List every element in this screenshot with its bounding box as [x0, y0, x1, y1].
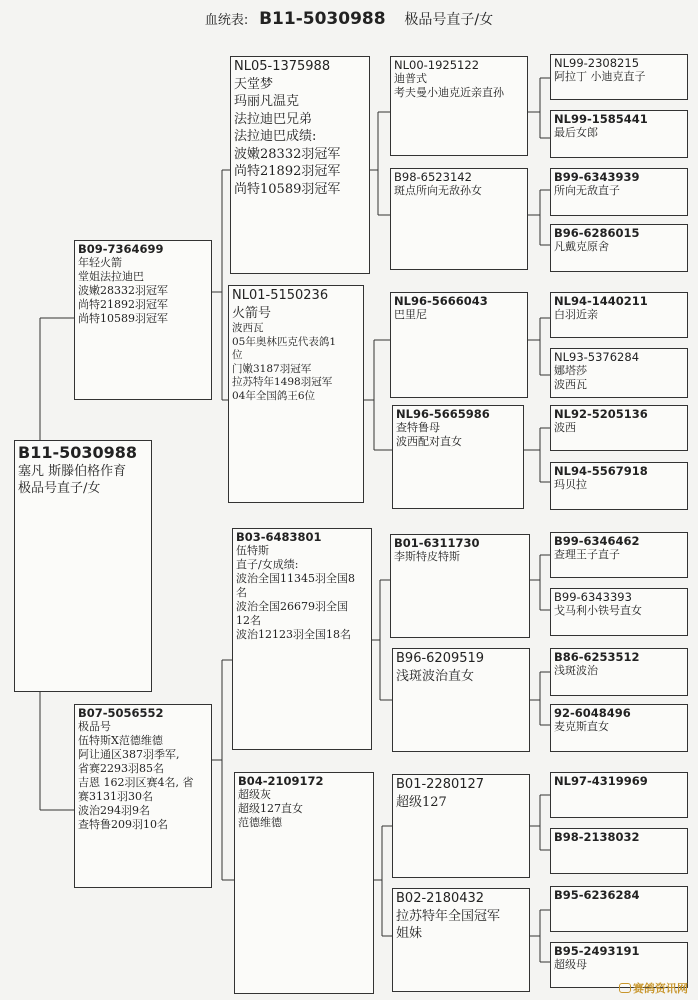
subject-ring-number: B11-5030988 [18, 443, 138, 462]
sds-line: 巴里尼 [394, 308, 427, 321]
dam-line: 波治294羽9名 [78, 804, 150, 817]
gen4-line: 玛贝拉 [554, 478, 587, 491]
dam-sire-card [232, 528, 372, 750]
site-watermark [619, 980, 688, 996]
sdd-line: 查特鲁母 [396, 421, 440, 434]
sire-line: 尚特10589羽冠军 [78, 312, 168, 325]
sire-card [74, 240, 212, 400]
sss-ring-number: NL00-1925122 [394, 58, 480, 72]
gen4-ring-number: NL94-1440211 [554, 294, 648, 308]
sire-sire-line: 波嫩28332羽冠军 [234, 146, 341, 162]
sire-dam-line: 波西瓦 [232, 322, 264, 334]
dds-card [392, 774, 530, 878]
dam-line: 省赛2293羽85名 [78, 762, 164, 775]
gen4-card [550, 168, 688, 216]
gen4-card [550, 348, 688, 398]
subject-breeder: 塞凡 斯滕伯格作育 [18, 464, 127, 479]
logo-icon [619, 983, 631, 993]
gen4-card [550, 828, 688, 874]
dam-line: 极品号 [78, 720, 111, 733]
sdd-line: 波西配对直女 [396, 435, 462, 448]
sire-dam-line: 门嫩3187羽冠军 [232, 362, 312, 375]
dss-line: 李斯特皮特斯 [394, 550, 460, 563]
gen4-line: 白羽近亲 [554, 308, 598, 321]
dam-dam-card [234, 772, 374, 994]
dam-dam-line: 超级127直女 [238, 802, 303, 815]
dam-sire-line: 名 [236, 586, 247, 599]
gen4-card [550, 704, 688, 752]
ddd-line: 姐妹 [396, 926, 423, 941]
gen4-ring-number: B95-6236284 [554, 888, 640, 902]
dam-line: 伍特斯X范德维德 [78, 734, 163, 747]
gen4-ring-number: B96-6286015 [554, 226, 640, 240]
sire-line: 尚特21892羽冠军 [78, 298, 168, 311]
gen4-card [550, 772, 688, 818]
dam-ring-number: B07-5056552 [78, 706, 164, 720]
subject-grade: 极品号直子/女 [18, 481, 101, 496]
title-grade: 极品号直子/女 [404, 12, 494, 28]
gen4-ring-number: NL99-2308215 [554, 56, 640, 70]
sire-dam-ring-number: NL01-5150236 [232, 288, 329, 303]
sds-ring-number: NL96-5666043 [394, 294, 488, 308]
sds-card [390, 292, 528, 398]
ssd-ring-number: B98-6523142 [394, 170, 472, 184]
sire-sire-line: 法拉迪巴成绩: [234, 129, 317, 144]
gen4-ring-number: NL94-5567918 [554, 464, 648, 478]
dss-ring-number: B01-6311730 [394, 536, 480, 550]
dam-sire-line: 伍特斯 [236, 544, 269, 557]
sire-dam-line: 位 [232, 349, 243, 361]
ddd-card [392, 888, 530, 992]
sire-sire-line: 天堂梦 [234, 76, 274, 92]
dam-line: 阿让通区387羽季军, [78, 748, 180, 761]
sire-sire-line: 法拉迪巴兄弟 [234, 111, 313, 127]
title-ring-number: B11-5030988 [259, 9, 386, 29]
gen4-ring-number: B99-6346462 [554, 534, 640, 548]
sire-sire-line: 尚特10589羽冠军 [234, 181, 341, 197]
gen4-ring-number: B95-2493191 [554, 944, 640, 958]
gen4-ring-number: B86-6253512 [554, 650, 640, 664]
sire-ring-number: B09-7364699 [78, 242, 164, 256]
gen4-line: 阿拉丁 小迪克直子 [554, 70, 646, 83]
dss-card [390, 534, 530, 638]
ssd-card [390, 168, 528, 270]
dam-sire-line: 波治全国11345羽全国8 [236, 572, 355, 585]
gen4-ring-number: B98-2138032 [554, 830, 640, 844]
gen4-card [550, 588, 688, 636]
gen4-line: 麦克斯直女 [554, 720, 609, 733]
gen4-line: 最后女郎 [554, 126, 598, 139]
gen4-line: 波西 [554, 421, 576, 434]
gen4-card [550, 54, 688, 100]
dds-ring-number: B01-2280127 [396, 777, 485, 792]
sss-line: 考夫曼小迪克近亲直孙 [394, 86, 504, 99]
gen4-ring-number: B99-6343939 [554, 170, 640, 184]
gen4-line: 浅斑波治 [554, 664, 598, 677]
gen4-card [550, 462, 688, 510]
sire-dam-line: 火箭号 [232, 305, 272, 321]
sire-line: 年轻火箭 [78, 256, 122, 269]
dam-line: 赛3131羽30名 [78, 790, 153, 803]
dam-sire-line: 直子/女成绩: [236, 558, 299, 571]
gen4-line: 波西瓦 [554, 378, 587, 391]
title-label: 血统表: [204, 13, 249, 28]
gen4-line: 娜塔莎 [554, 364, 587, 377]
dsd-ring-number: B96-6209519 [396, 651, 485, 666]
dam-sire-ring-number: B03-6483801 [236, 530, 322, 544]
sdd-card [392, 405, 524, 509]
sire-dam-line: 05年奥林匹克代表鸽1 [232, 335, 337, 348]
ddd-ring-number: B02-2180432 [396, 891, 485, 906]
gen4-card [550, 224, 688, 272]
dam-line: 查特鲁209羽10名 [78, 818, 168, 831]
gen4-card [550, 886, 688, 932]
sire-line: 堂姐法拉迪巴 [78, 270, 144, 283]
gen4-card [550, 648, 688, 696]
dsd-card [392, 648, 530, 752]
sire-dam-line: 04年全国鸽王6位 [232, 389, 316, 402]
ssd-line: 斑点所向无敌孙女 [394, 184, 482, 197]
sss-line: 迪普式 [394, 72, 427, 85]
gen4-ring-number: NL99-1585441 [554, 112, 648, 126]
gen4-ring-number: NL93-5376284 [554, 350, 640, 364]
sire-sire-line: 尚特21892羽冠军 [234, 164, 341, 179]
gen4-line: 查理王子直子 [554, 548, 620, 561]
sire-sire-ring-number: NL05-1375988 [234, 59, 331, 74]
sire-dam-card [228, 285, 364, 503]
dam-sire-line: 波治全国26679羽全国 [236, 600, 348, 613]
dam-sire-line: 12名 [236, 614, 261, 627]
subject-card [14, 440, 152, 692]
dds-line: 超级127 [396, 794, 447, 810]
dam-dam-ring-number: B04-2109172 [238, 774, 324, 788]
sire-dam-line: 拉苏特年1498羽冠军 [232, 376, 333, 388]
gen4-line: 所向无敌直子 [554, 184, 620, 197]
sire-sire-line: 玛丽凡温克 [234, 94, 300, 109]
ddd-line: 拉苏特年全国冠军 [396, 908, 501, 924]
sire-line: 波嫩28332羽冠军 [78, 284, 168, 297]
watermark-text: 赛鸽资讯网 [633, 982, 688, 995]
sire-sire-card [230, 56, 370, 274]
dam-dam-line: 范德维德 [238, 816, 282, 829]
dam-dam-line: 超级灰 [238, 788, 271, 801]
sss-card [390, 56, 528, 156]
gen4-line: 超级母 [554, 958, 587, 971]
gen4-card [550, 292, 688, 338]
gen4-ring-number: NL97-4319969 [554, 774, 648, 788]
dam-sire-line: 波治12123羽全国18名 [236, 628, 351, 641]
sdd-ring-number: NL96-5665986 [396, 407, 490, 421]
gen4-line: 戈马利小铁号直女 [554, 604, 642, 617]
gen4-card [550, 110, 688, 158]
dam-card [74, 704, 212, 888]
dam-line: 吉恩 162羽区赛4名, 省 [78, 776, 194, 789]
gen4-ring-number: B99-6343393 [554, 590, 632, 604]
pedigree-title [0, 9, 698, 29]
gen4-ring-number: 92-6048496 [554, 706, 631, 720]
gen4-ring-number: NL92-5205136 [554, 407, 648, 421]
dsd-line: 浅斑波治直女 [396, 668, 475, 684]
gen4-line: 凡戴克原舍 [554, 240, 609, 253]
gen4-card [550, 532, 688, 578]
gen4-card [550, 405, 688, 451]
